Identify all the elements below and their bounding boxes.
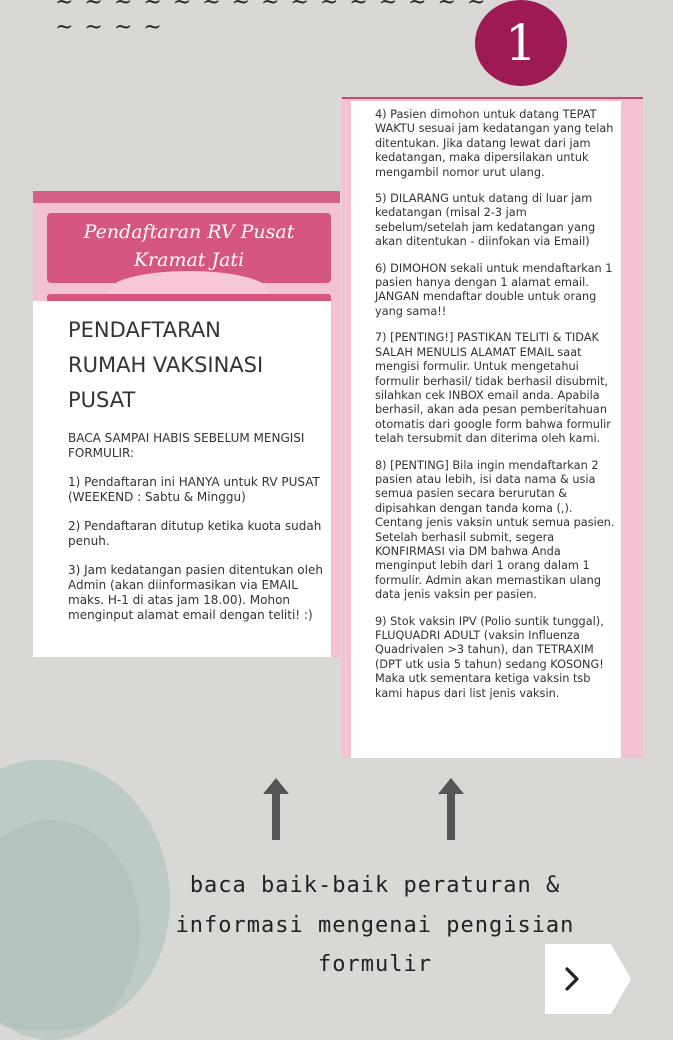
form-screenshot-left xyxy=(33,191,340,657)
rule-2: 2) Pendaftaran ditutup ketika kuota sudah penuh. xyxy=(68,519,322,548)
form-title xyxy=(68,313,331,418)
chevron-right-icon xyxy=(563,966,581,992)
rule-4: 4) Pasien dimohon untuk datang TEPAT WAKTU sesuai jam kedatangan yang telah ditentukan. Jika datang lewat dari jam kedatangan, maka dipersilakan untuk mengambil nomor urut ulang. xyxy=(375,108,614,179)
form-rules-continued xyxy=(351,101,621,758)
card-top-line xyxy=(342,97,643,99)
rule-8: 8) [PENTING] Bila ingin mendaftarkan 2 pasien atau lebih, isi data nama & usia semua pasien secara berurutan & dipisahkan dengan tanda koma (,). Centang jenis vaksin untuk semua pasien. Setelah berhasil submit, segera KONFIRMASI via DM bahwa Anda menginput lebih dari 1 orang dalam 1 formulir. Admin akan memastikan ulang data jenis vaksin per pasien. xyxy=(375,458,615,602)
cropped-heading: ~ ~ ~ ~ ~ ~ ~ ~ ~ ~ ~ ~ ~ ~ ~ ~ ~ ~ ~ xyxy=(55,0,488,40)
rule-1: 1) Pendaftaran ini HANYA untuk RV PUSAT (WEEKEND : Sabtu & Minggu) xyxy=(68,475,320,504)
rule-5: 5) DILARANG untuk datang di luar jam kedatangan (misal 2-3 jam sebelum/setelah jam kedatangan yang akan ditentukan - diinfokan via Email) xyxy=(375,192,596,249)
form-title-line1: PENDAFTARAN xyxy=(68,318,221,342)
form-section-divider xyxy=(47,294,331,301)
caption-line3: formulir xyxy=(318,952,432,977)
caption-line2: informasi mengenai pengisian xyxy=(175,913,575,938)
form-title-line2: RUMAH VAKSINASI xyxy=(68,353,264,377)
rule-3: 3) Jam kedatangan pasien ditentukan oleh Admin (akan diinformasikan via EMAIL maks. H-1 di atas jam 18.00). Mohon menginput alamat email dengan teliti! :) xyxy=(68,563,323,622)
step-number: 1 xyxy=(505,14,537,72)
rule-7: 7) [PENTING!] PASTIKAN TELITI & TIDAK SALAH MENULIS ALAMAT EMAIL saat mengisi formulir. Untuk mengetahui formulir berhasil/ tidak berhasil disubmit, silahkan cek INBOX email anda. Apabila berhasil, akan ada pesan pemberitahuan otomatis dari google form bahwa formulir telah tersubmit dan diterima oleh kami. xyxy=(375,331,611,446)
form-description xyxy=(33,301,331,657)
card-top-bar xyxy=(33,191,340,203)
next-slide-button[interactable] xyxy=(545,944,631,1014)
caption-line1: baca baik-baik peraturan & xyxy=(189,873,561,898)
header-title-line1: Pendaftaran RV Pusat xyxy=(83,221,295,243)
form-screenshot-right xyxy=(342,97,643,758)
up-arrow-icon xyxy=(262,778,290,840)
form-header-banner xyxy=(47,213,331,283)
next-button-shape xyxy=(545,944,631,1014)
rule-9: 9) Stok vaksin IPV (Polio suntik tunggal), FLUQUADRI ADULT (vaksin Influenza Quadrivalen >3 tahun), dan TETRAXIM (DPT utk usia 5 tahun) sedang KOSONG! Maka utk sementara ketiga vaksin tsb kami hapus dari list jenis vaksin. xyxy=(375,614,604,700)
form-title-line3: PUSAT xyxy=(68,388,136,412)
up-arrow-icon xyxy=(437,778,465,840)
instruction-intro: BACA SAMPAI HABIS SEBELUM MENGISI FORMULIR: xyxy=(68,431,305,460)
step-number-badge xyxy=(475,0,567,86)
header-title-line2: Kramat Jati xyxy=(133,249,245,271)
rule-6: 6) DIMOHON sekali untuk mendaftarkan 1 pasien hanya dengan 1 alamat email. JANGAN mendaftar double untuk orang yang sama!! xyxy=(375,261,613,318)
